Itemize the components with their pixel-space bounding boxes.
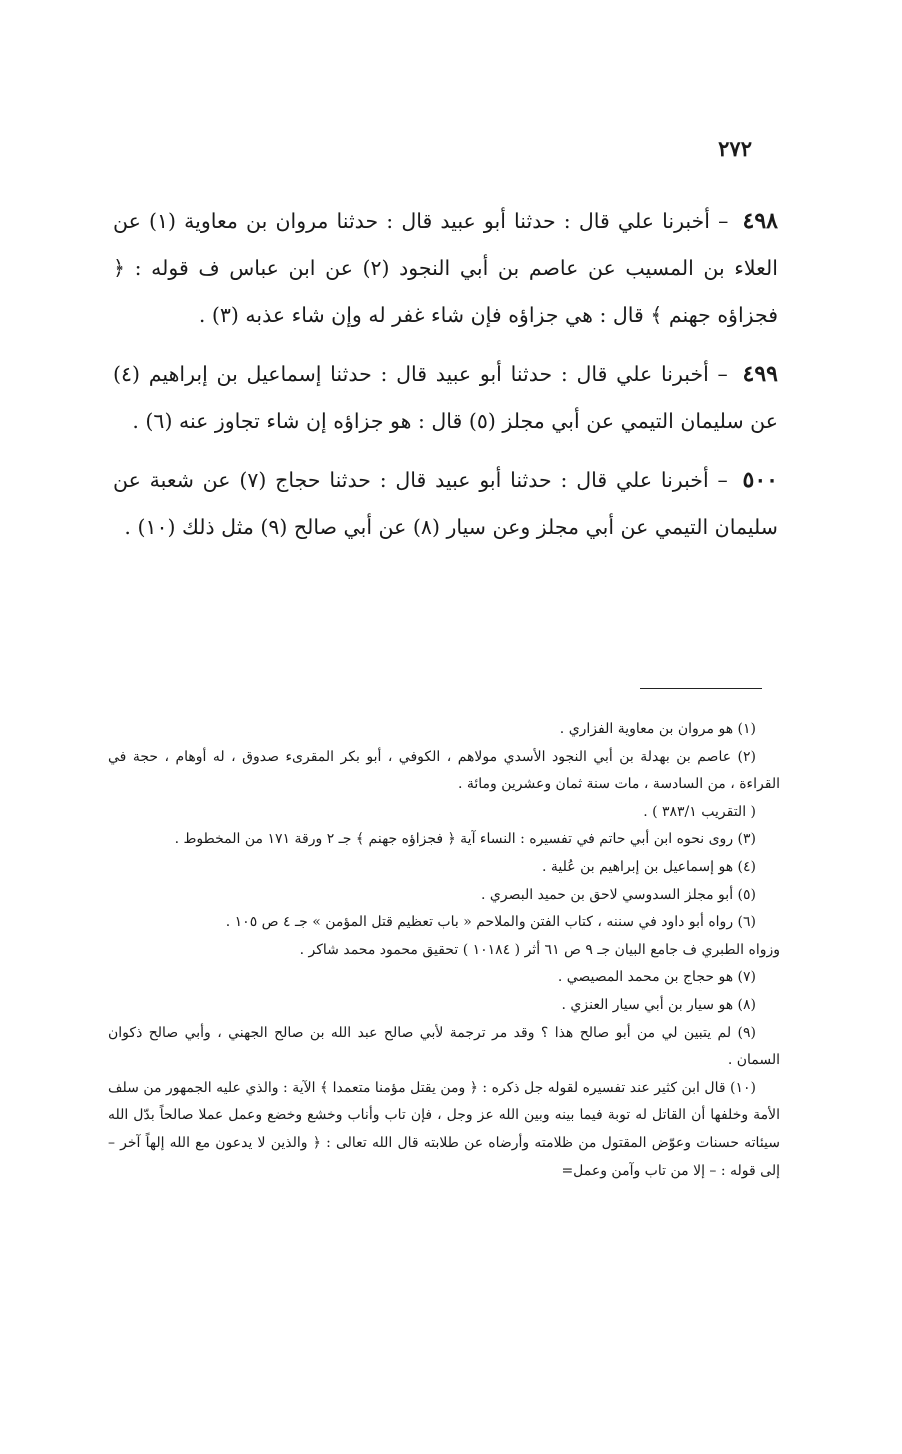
main-text [113, 198, 778, 563]
entry-number: ٥٠٠ [742, 467, 778, 493]
footnote-2: (٢) عاصم بن بهدلة بن أبي النجود الأسدي مولاهم ، الكوفي ، أبو بكر المقرىء صدوق ، له أوهام ، حجة في القراءة ، من السادسة ، مات سنة ثمان وعشرين ومائة . [108, 748, 780, 793]
entry-text: – أخبرنا علي قال : حدثنا أبو عبيد قال : حدثنا مروان بن معاوية (١) عن العلاء بن المسيب عن عاصم بن أبي النجود (٢) عن ابن عباس ف قوله : ﴿ فجزاؤه جهنم ﴾ قال : هي جزاؤه فإن شاء غفر له وإن شاء عذبه (٣) . [113, 209, 778, 327]
footnote-5: (٥) أبو مجلز السدوسي لاحق بن حميد البصري . [481, 886, 756, 903]
footnote-2-source: ( التقريب ٣٨٣/١ ) . [643, 803, 756, 820]
hadith-entry-499 [113, 351, 778, 445]
footnote-1: (١) هو مروان بن معاوية الفزاري . [559, 721, 756, 737]
entry-number: ٤٩٩ [742, 361, 778, 387]
footnote-3: (٣) روى نحوه ابن أبي حاتم في تفسيره : النساء آية ﴿ فجزاؤه جهنم ﴾ جـ ٢ ورقة ١٧١ من المخطوط . [174, 831, 756, 848]
page-number: ٢٧٢ [718, 136, 752, 161]
footnote-10: (١٠) قال ابن كثير عند تفسيره لقوله جل ذكره : ﴿ ومن يقتل مؤمنا متعمدا ﴾ الآية : والذي عليه الجمهور من سلف الأمة وخلفها أن القاتل له توبة فيما بينه وبين الله عز وجل ، فإن تاب وأناب وخشع وخضع وعمل عملا صالحاً بدّل الله سيئاته حسنات وعوّض المقتول من ظلامته وأرضاه عن طلابته قال الله تعالى : ﴿ والذين لا يدعون مع الله إلهاً آخر – إلى قوله : – إلا من تاب وآمن وعمل= [108, 1079, 780, 1179]
hadith-entry-498 [113, 198, 778, 339]
footnotes [108, 716, 780, 1185]
footnote-6: (٦) رواه أبو داود في سننه ، كتاب الفتن والملاحم « باب تعظيم قتل المؤمن » جـ ٤ ص ١٠٥ . [225, 914, 756, 931]
footnote-9: (٩) لم يتبين لي من أبو صالح هذا ؟ وقد مر ترجمة لأبي صالح عبد الله بن صالح الجهني ، وأبي صالح ذكوان السمان . [108, 1024, 780, 1069]
footnote-6-continued: وزواه الطبري ف جامع البيان جـ ٩ ص ٦١ أثر ( ١٠١٨٤ ) تحقيق محمود محمد شاكر . [299, 941, 780, 958]
entry-text: – أخبرنا علي قال : حدثنا أبو عبيد قال : حدثنا إسماعيل بن إبراهيم (٤) عن سليمان التيمي عن أبي مجلز (٥) قال : هو جزاؤه إن شاء تجاوز عنه (٦) . [113, 362, 778, 433]
entry-text: – أخبرنا علي قال : حدثنا أبو عبيد قال : حدثنا حجاج (٧) عن شعبة عن سليمان التيمي عن أبي مجلز وعن سيار (٨) عن أبي صالح (٩) مثل ذلك (١٠) . [113, 468, 778, 539]
footnote-4: (٤) هو إسماعيل بن إبراهيم بن عُلية . [542, 858, 756, 875]
footnote-7: (٧) هو حجاج بن محمد المصيصي . [557, 969, 756, 986]
entry-number: ٤٩٨ [742, 208, 778, 234]
footnote-divider [640, 688, 762, 689]
hadith-entry-500 [113, 457, 778, 551]
footnote-8: (٨) هو سيار بن أبي سيار العنزي . [561, 996, 756, 1013]
